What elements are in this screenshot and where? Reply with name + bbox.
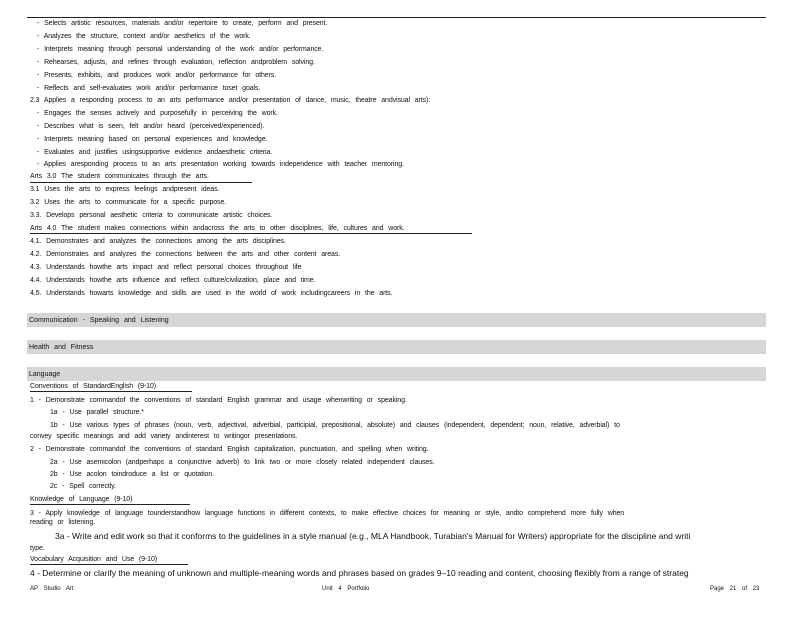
text-line: - Engages the senses actively and purposefully in perceiving the work. [37, 110, 278, 117]
footer-left: AP Studio Art [30, 586, 74, 592]
text-line: - Rehearses, adjusts, and refines through evaluation, reflection andproblem solving. [37, 59, 315, 66]
heading-rule [30, 564, 188, 565]
subsection-heading: Knowledge of Language (9-10) [30, 496, 133, 503]
section-band-health [27, 340, 766, 354]
text-line: convey specific meanings and add variety andinterest to writingor presentations. [30, 433, 298, 440]
text-line: 3.3. Develops personal aesthetic criteria to communicate artistic choices. [30, 212, 273, 219]
text-line: reading or listening. [30, 519, 95, 526]
text-line: 4.5. Understands howarts knowledge and skills are used in the world of work includingcareers in the arts. [30, 290, 393, 297]
text-line: - Describes what is seen, felt and/or heard (perceived/experienced). [37, 123, 265, 130]
text-line: - Reflects and self-evaluates work and/or performance toset goals. [37, 85, 261, 92]
subsection-heading: Vocabulary Acquisition and Use (9-10) [30, 556, 157, 563]
section-label: Health and Fitness [29, 344, 94, 351]
footer-center: Unit 4 Portfolio [322, 586, 370, 592]
text-line: 1a - Use parallel structure.* [50, 409, 144, 416]
text-line: 2b - Use acolon toindroduce a list or quotation. [50, 471, 214, 478]
top-rule [27, 17, 766, 18]
text-line: 3.2 Uses the arts to communicate for a specific purpose. [30, 199, 227, 206]
standard-heading: Arts 3.0 The student communicates through the arts. [30, 173, 209, 180]
text-line: 4.1. Demonstrates and analyzes the connections among the arts disciplines. [30, 238, 286, 245]
text-line: 2 - Demonstrate commandof the conventions of standard English capitalization, punctuation, and spelling when writing. [30, 446, 429, 453]
text-line: 4.4. Understands howthe arts influence and reflect culture/civilization, place and time. [30, 277, 316, 284]
text-line: 4.2. Demonstrates and analyzes the connections between the arts and other content areas. [30, 251, 341, 258]
heading-rule [30, 182, 252, 183]
standard-heading: Arts 4.0 The student makes connections within andacross the arts to other disciplines, life, cultures and work. [30, 225, 405, 232]
subsection-heading: Conventions of StandardEnglish (9-10) [30, 383, 156, 390]
heading-rule [30, 391, 192, 392]
text-line: - Analyzes the structure, context and/or aesthetics of the work. [37, 33, 251, 40]
text-line: 4 - Determine or clarify the meaning of unknown and multiple-meaning words and phrases based on grades 9–10 reading and content, choosing flexibly from a range of strateg [30, 568, 689, 578]
text-line: 3 - Apply knowledge of language tounderstandhow language functions in different contexts, to make effective choices for meaning or style, andto comprehend more fully when [30, 510, 625, 517]
text-line: 1b - Use various types of phrases (noun, verb, adjectival, adverbial, participial, prepositional, absolute) and clauses (independent, dependent; noun, relative, adverbial) to [50, 422, 620, 429]
text-line: 3.1 Uses the arts to express feelings andpresent ideas. [30, 186, 220, 193]
text-line: type. [30, 545, 45, 552]
text-line: - Evaluates and justifies usingsupportive evidence andaesthetic criteria. [37, 149, 273, 156]
heading-rule [30, 504, 190, 505]
text-line: - Selects artistic resources, materials and/or repertoire to create, perform and present. [37, 20, 328, 27]
text-line: 2a - Use asemicolon (andperhaps a conjunctive adverb) to link two or more closely related independent clauses. [50, 459, 435, 466]
text-line: - Applies aresponding process to an arts presentation working towards independence with teacher mentoring. [37, 161, 404, 168]
text-line: 1 - Demonstrate commandof the conventions of standard English grammar and usage whenwriting or speaking. [30, 397, 407, 404]
footer-right: Page 21 of 23 [710, 586, 760, 592]
text-line: 2.3 Applies a responding process to an arts performance and/or presentation of dance, music, theatre andvisual arts): [30, 97, 431, 104]
text-line: - Presents, exhibits, and produces work and/or performance for others. [37, 72, 277, 79]
section-band-language [27, 367, 766, 381]
text-line: 4.3. Understands howthe arts impact and reflect personal choices throughout life [30, 264, 302, 271]
text-line: 2c - Spell correctly. [50, 483, 116, 490]
section-band-communication [27, 313, 766, 327]
text-line: 3a - Write and edit work so that it conforms to the guidelines in a style manual (e.g., MLA Handbook, Turabian's Manual for Writers) appropriate for the discipline and writi [55, 531, 691, 541]
heading-rule [30, 233, 472, 234]
section-label: Language [29, 371, 61, 378]
section-label: Communication - Speaking and Listening [29, 317, 169, 324]
text-line: - Interprets meaning based on personal experiences and knowledge. [37, 136, 268, 143]
text-line: - Interprets meaning through personal understanding of the work and/or performance. [37, 46, 324, 53]
